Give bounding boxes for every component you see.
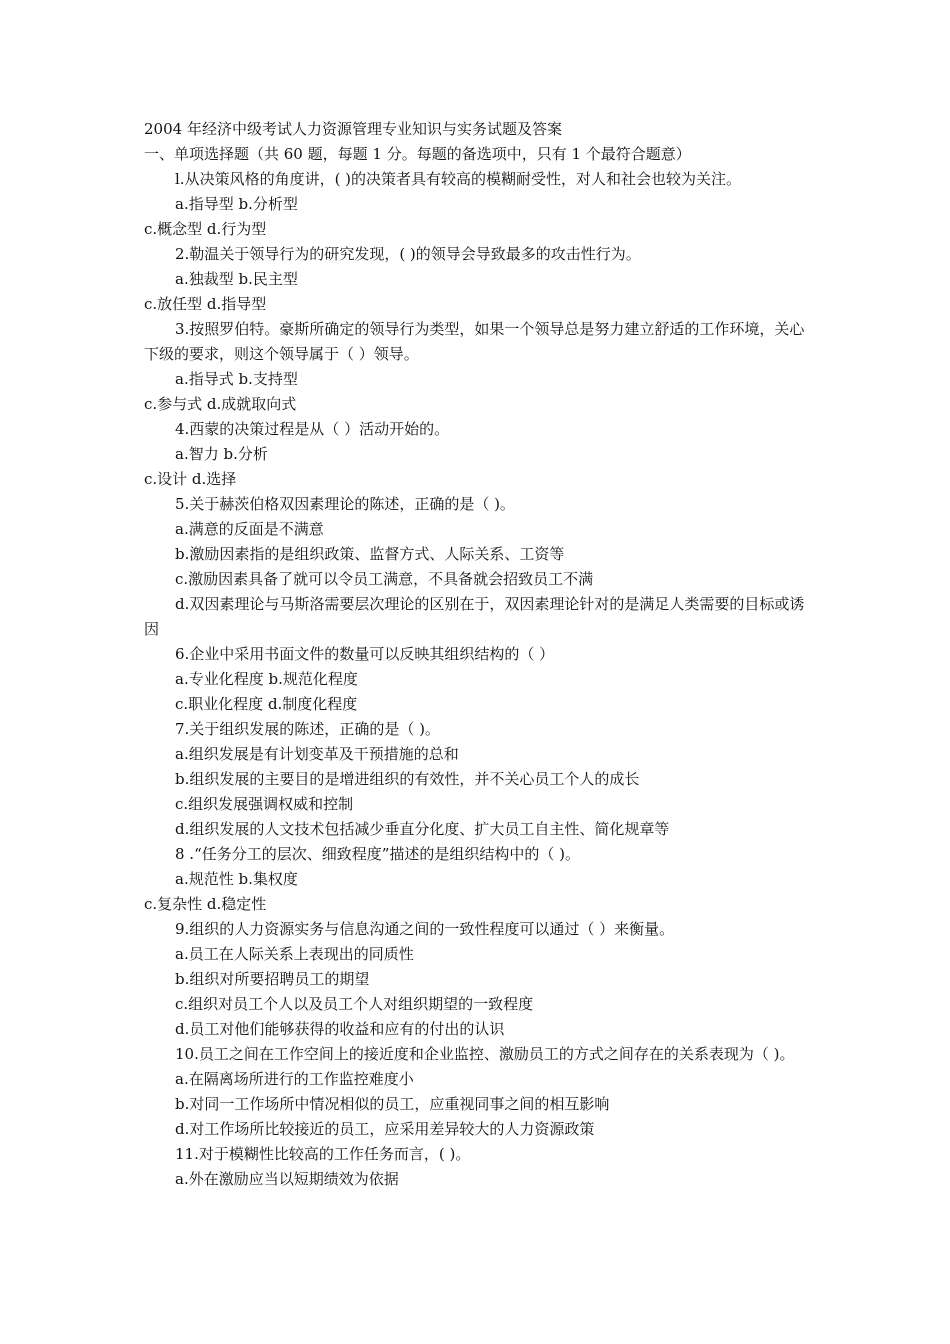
question-1-options-ab: a.指导型 b.分析型 [175,195,298,213]
question-9-option-d: d.员工对他们能够获得的收益和应有的付出的认识 [175,1020,505,1038]
question-8-options-ab: a.规范性 b.集权度 [175,870,298,888]
question-5-option-d: d.双因素理论与马斯洛需要层次理论的区别在于，双因素理论针对的是满足人类需要的目标或诱因 [144,595,805,638]
question-8-options-cd: c.复杂性 d.稳定性 [144,895,267,913]
question-9-option-b: b.组织对所要招聘员工的期望 [175,970,370,988]
question-5-option-c: c.激励因素具备了就可以令员工满意，不具备就会招致员工不满 [175,570,594,588]
question-6-options-ab: a.专业化程度 b.规范化程度 [175,670,358,688]
question-6: 6.企业中采用书面文件的数量可以反映其组织结构的（ ） [175,645,555,663]
question-11-option-a: a.外在激励应当以短期绩效为依据 [175,1170,399,1188]
question-4-options-ab: a.智力 b.分析 [175,445,268,463]
document-body [144,117,810,1192]
question-5: 5.关于赫茨伯格双因素理论的陈述，正确的是（ )。 [175,495,515,513]
question-6-options-cd: c.职业化程度 d.制度化程度 [175,695,358,713]
question-7-option-d: d.组织发展的人文技术包括减少垂直分化度、扩大员工自主性、简化规章等 [175,820,670,838]
question-7-option-c: c.组织发展强调权威和控制 [175,795,354,813]
question-10-option-a: a.在隔离场所进行的工作监控难度小 [175,1070,414,1088]
question-2-options-ab: a.独裁型 b.民主型 [175,270,298,288]
question-1: l.从决策风格的角度讲，( )的决策者具有较高的模糊耐受性，对人和社会也较为关注。 [175,170,742,188]
document-title: 2004 年经济中级考试人力资源管理专业知识与实务试题及答案 [144,120,562,138]
question-1-options-cd: c.概念型 d.行为型 [144,220,267,238]
question-10-option-d: d.对工作场所比较接近的员工，应采用差异较大的人力资源政策 [175,1120,595,1138]
question-9: 9.组织的人力资源实务与信息沟通之间的一致性程度可以通过（ ）来衡量。 [175,920,675,938]
question-8: 8 .“任务分工的层次、细致程度”描述的是组织结构中的（ )。 [175,845,581,863]
question-7-option-b: b.组织发展的主要目的是增进组织的有效性，并不关心员工个人的成长 [175,770,640,788]
question-3-options-ab: a.指导式 b.支持型 [175,370,298,388]
question-10-option-b: b.对同一工作场所中情况相似的员工，应重视同事之间的相互影响 [175,1095,610,1113]
question-2-options-cd: c.放任型 d.指导型 [144,295,267,313]
section-heading: 一、单项选择题（共 60 题，每题 1 分。每题的备选项中，只有 1 个最符合题意） [144,145,691,163]
question-4-options-cd: c.设计 d.选择 [144,470,237,488]
question-2: 2.勒温关于领导行为的研究发现，( )的领导会导致最多的攻击性行为。 [175,245,641,263]
question-3-options-cd: c.参与式 d.成就取向式 [144,395,297,413]
question-9-option-a: a.员工在人际关系上表现出的同质性 [175,945,414,963]
question-11: 11.对于模糊性比较高的工作任务而言，( )。 [175,1145,471,1163]
question-9-option-c: c.组织对员工个人以及员工个人对组织期望的一致程度 [175,995,534,1013]
question-5-option-a: a.满意的反面是不满意 [175,520,324,538]
question-7-option-a: a.组织发展是有计划变革及干预措施的总和 [175,745,459,763]
question-5-option-b: b.激励因素指的是组织政策、监督方式、人际关系、工资等 [175,545,565,563]
question-4: 4.西蒙的决策过程是从（ ）活动开始的。 [175,420,450,438]
question-3: 3.按照罗伯特。豪斯所确定的领导行为类型，如果一个领导总是努力建立舒适的工作环境，关心下级的要求，则这个领导属于（ ）领导。 [144,320,805,363]
question-7: 7.关于组织发展的陈述，正确的是（ )。 [175,720,440,738]
question-10: 10.员工之间在工作空间上的接近度和企业监控、激励员工的方式之间存在的关系表现为（ )。 [175,1045,795,1063]
